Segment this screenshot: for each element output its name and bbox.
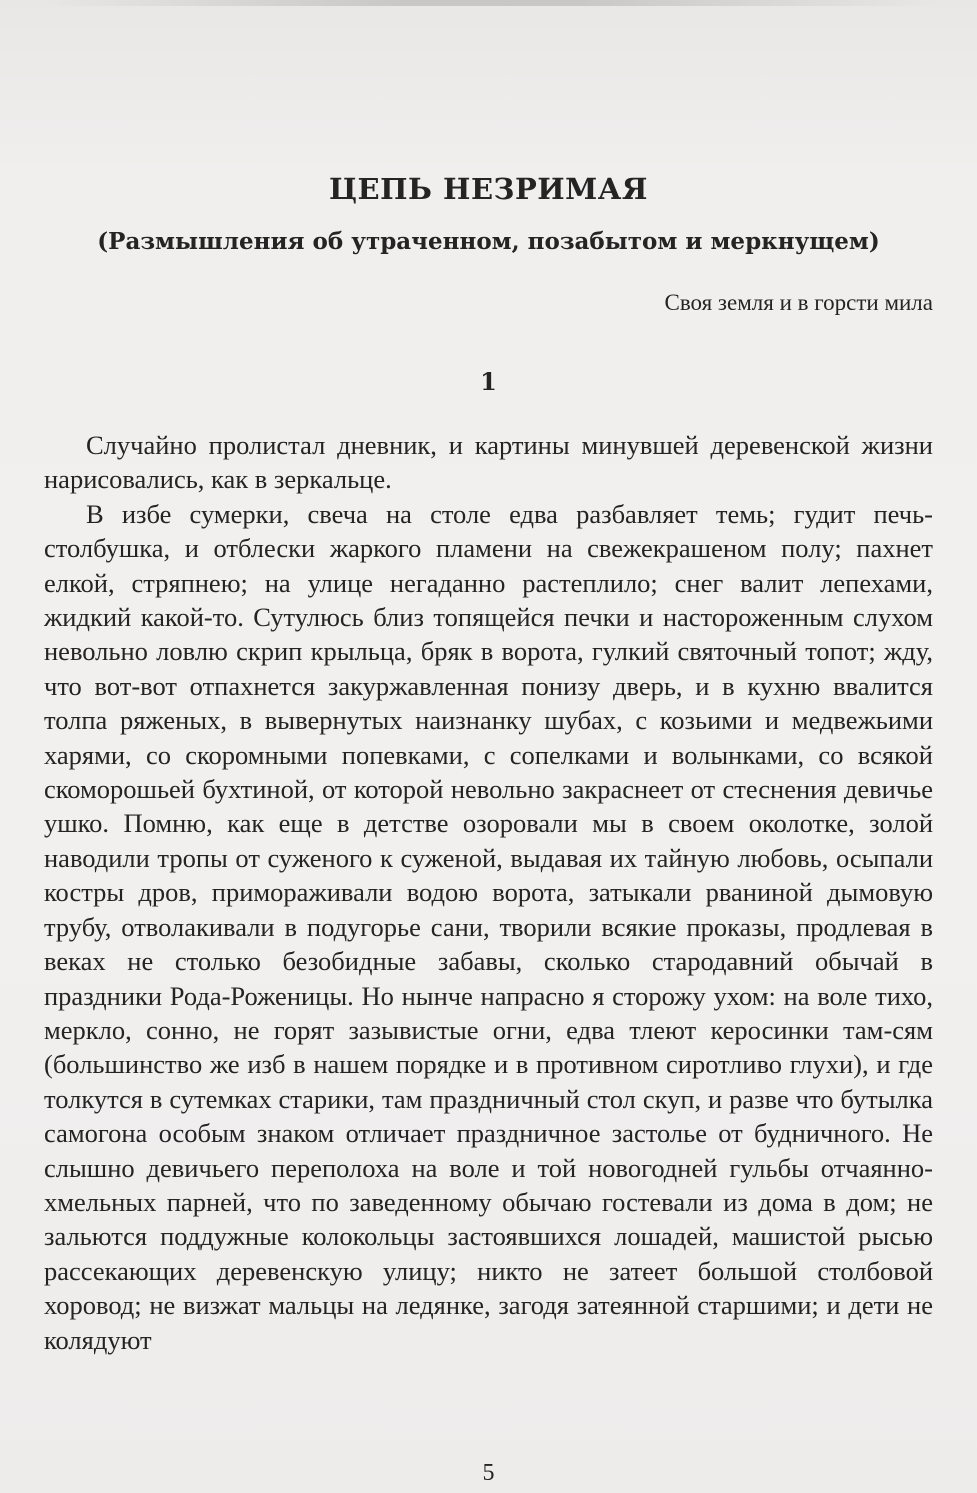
body-text	[44, 428, 933, 1357]
page-number: 5	[482, 1460, 495, 1486]
chapter-number: 1	[480, 367, 497, 396]
bleed-through-shadow	[40, 0, 940, 6]
paragraph: Случайно пролистал дневник, и картины минувшей деревенской жизни нарисовались, как в зеркальце.	[44, 430, 933, 495]
page-title: ЦЕПЬ НЕЗРИМАЯ	[329, 172, 648, 206]
paragraph: В избе сумерки, свеча на столе едва разбавляет темь; гудит печь-столбушка, и отблески жаркого пламени на свежекрашеном полу; пахнет елкой, стряпнею; на улице негаданно растеплило; снег валит лепехами, жидкий какой-то. Сутулюсь близ топящейся печки и настороженным слухом невольно ловлю скрип крыльца, бряк в ворота, гулкий святочный топот; жду, что вот-вот отпахнется закуржавленная понизу дверь, и в кухню ввалится толпа ряженых, в вывернутых наизнанку шубах, с козьими и медвежьими харями, со скоромными попевками, с сопелками и волынками, со всякой скоморошьей бухтиной, от которой невольно закраснеет от стеснения девичье ушко. Помню, как еще в детстве озоровали мы в своем околотке, золой наводили тропы от суженого к суженой, выдавая их тайную любовь, осыпали костры дров, приморaживали водою ворота, затыкали рваниной дымовую трубу, отволакивали в подугорье сани, творили всякие проказы, продлевая в веках не столько безобидные забавы, сколько стародавний обычай в праздники Рода-Роженицы. Но нынче напрасно я сторожу ухом: на воле тихо, меркло, сонно, не горят зазывистые огни, едва тлеют керосинки там-сям (большинство же изб в нашем порядке и в противном сиротливо глухи), и где толкутся в сутемках старики, там праздничный стол скуп, и разве что бутылка самогона особым знаком отличает праздничное застолье от будничного. Не слышно девичьего переполоха на воле и той новогодней гульбы отчаянно-хмельных парней, что по заведенному обычаю гостевали из дома в дом; не зальются поддужные колокольцы застоявшихся лошадей, машистой рысью рассекающих деревенскую улицу; никто не затеет большой столбовой хоровод; не визжат мальцы на ледянке, загодя затеянной старшими; и дети не колядуют	[44, 498, 933, 1355]
epigraph: Своя земля и в горсти мила	[664, 290, 933, 315]
page-subtitle: (Размышления об утраченном, позабытом и меркнущем)	[97, 228, 880, 255]
